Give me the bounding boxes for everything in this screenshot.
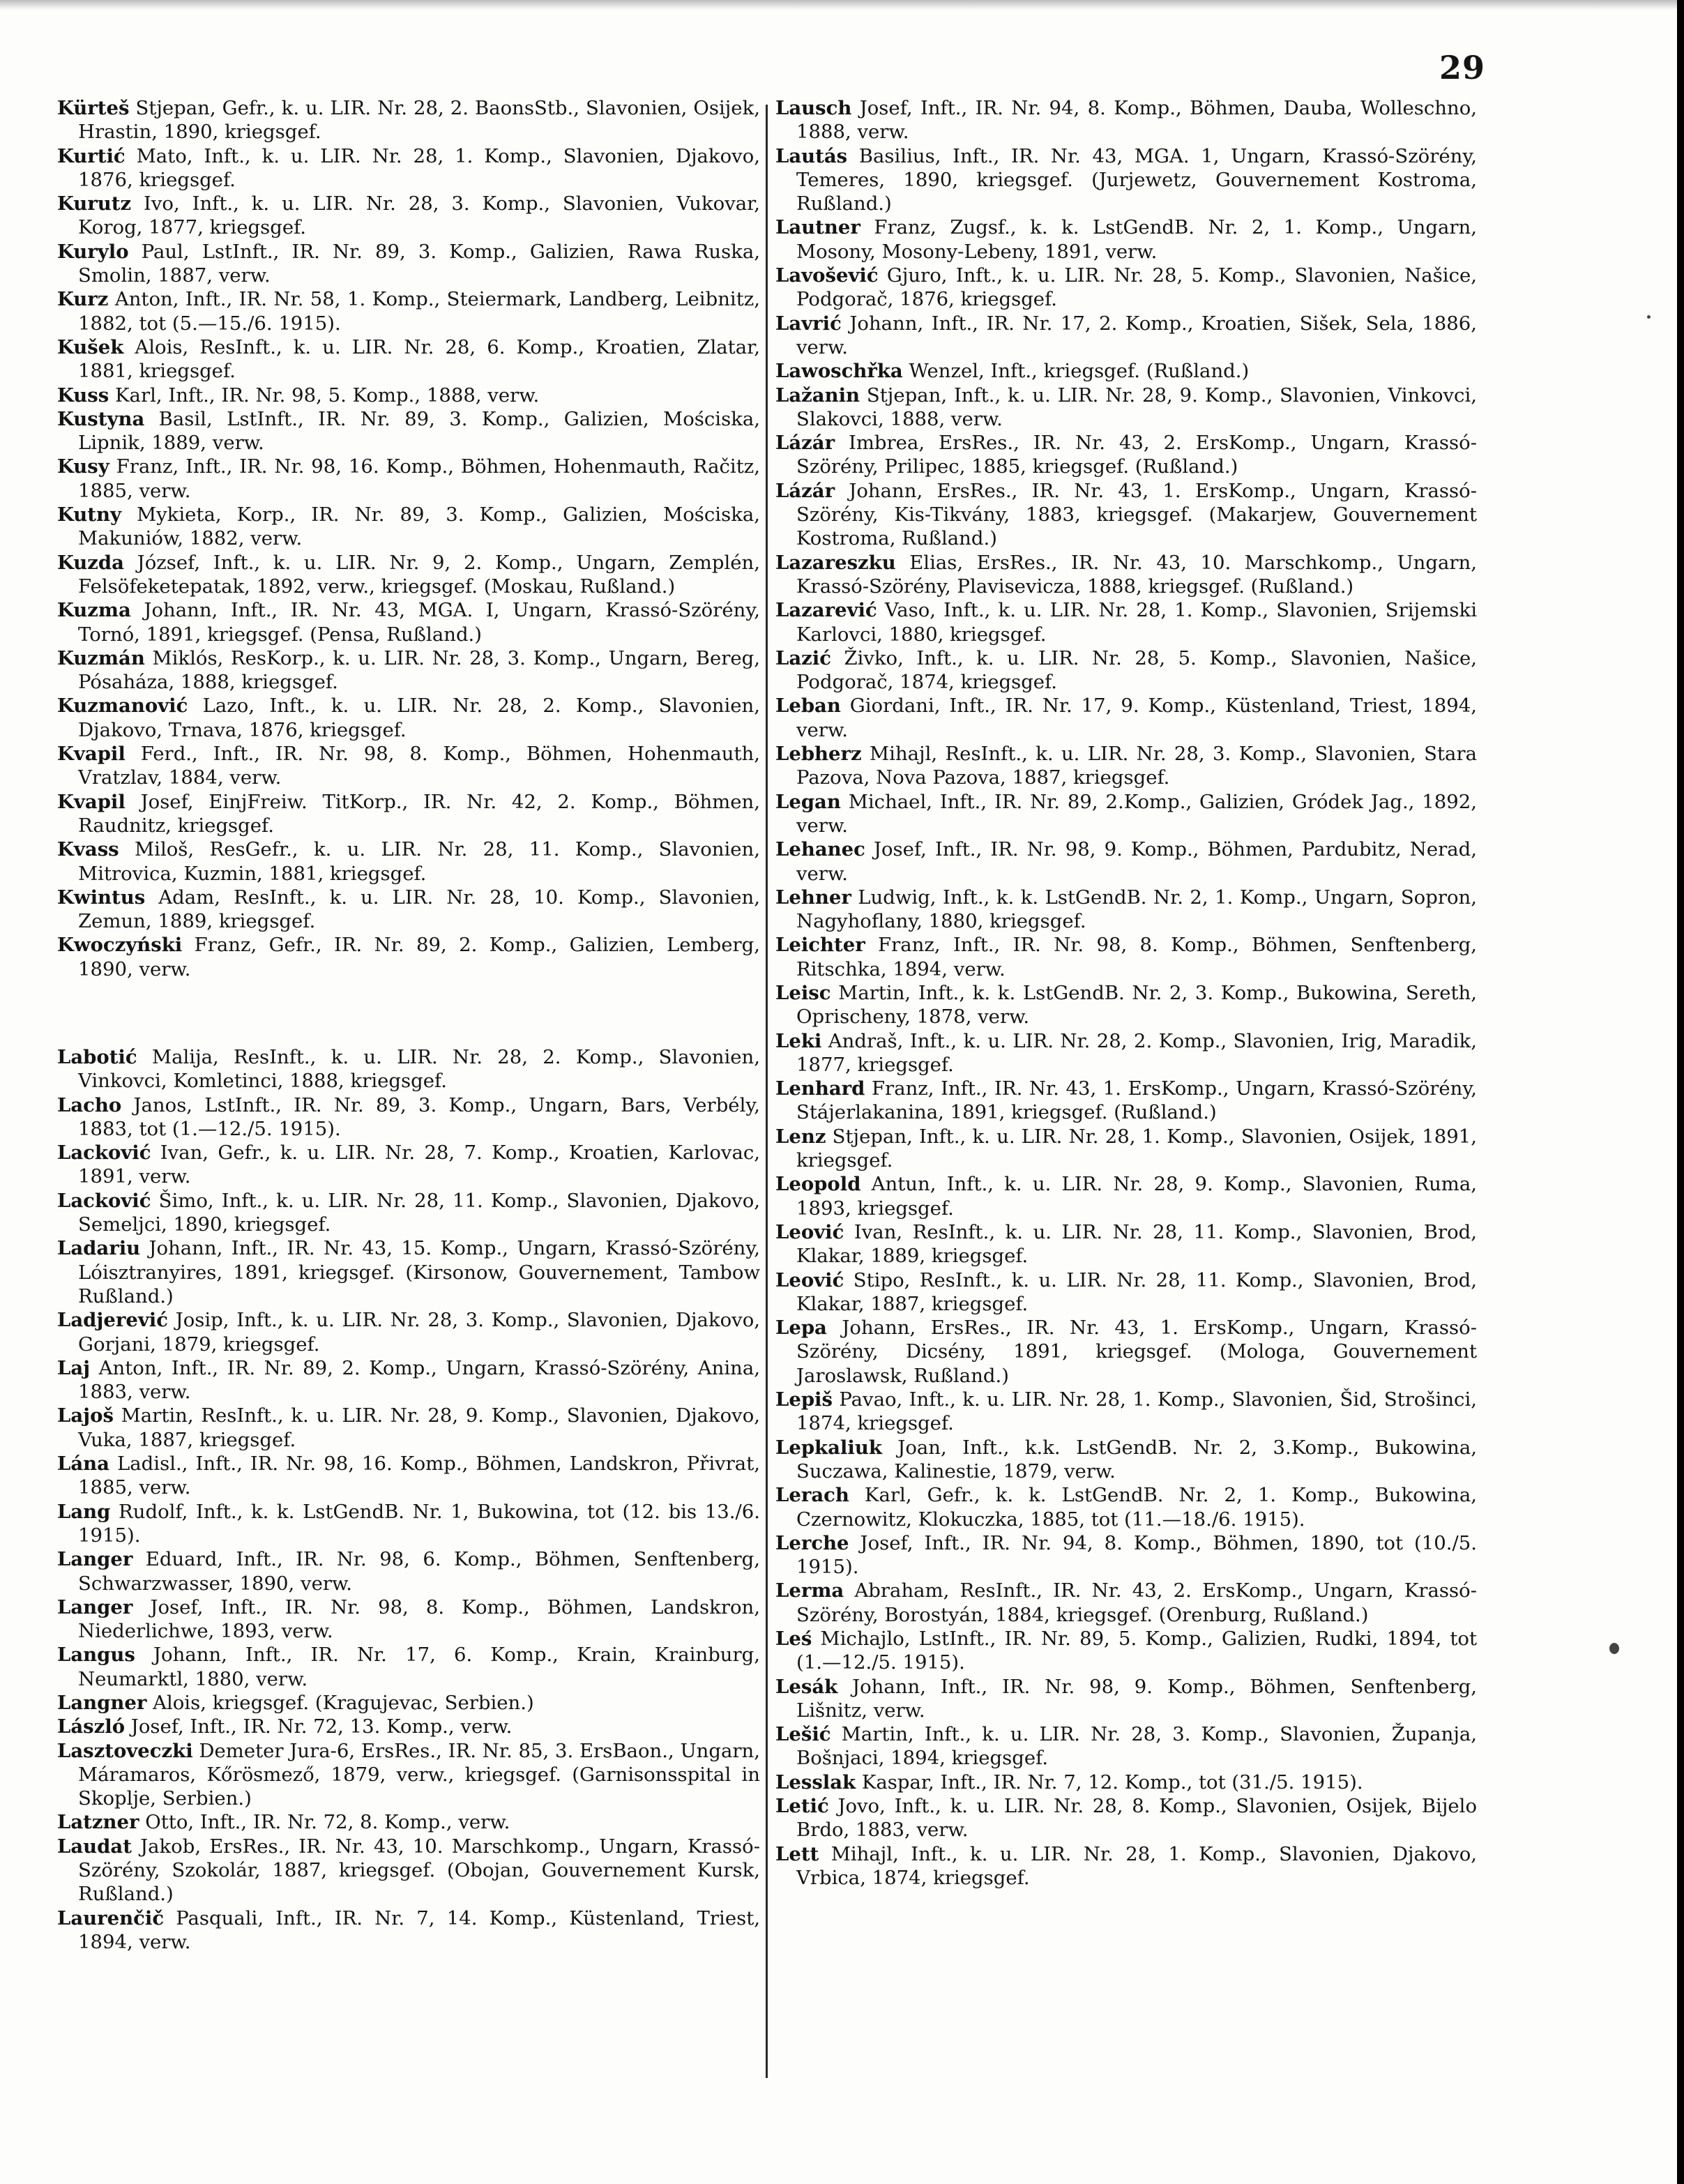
entry-surname: Kvass [57,838,119,861]
list-entry [57,1452,760,1500]
entry-surname: Lazarević [775,599,877,622]
entry-details: Johann, Inft., IR. Nr. 17, 6. Komp., Krain, Krainburg, Neumarktl, 1880, verw. [78,1644,760,1690]
list-entry [775,1483,1477,1531]
entry-details: Mykieta, Korp., IR. Nr. 89, 3. Komp., Galizien, Mościska, Makuniów, 1882, verw. [78,503,760,550]
list-entry [775,431,1477,479]
entry-surname: Langus [57,1644,135,1667]
list-entry [775,1794,1477,1842]
entry-details: Josef, Inft., IR. Nr. 72, 13. Komp., verw. [125,1715,513,1738]
list-entry [57,503,760,551]
entry-surname: Kutny [57,503,121,526]
entry-surname: Kuzmán [57,646,145,669]
list-entry [775,1770,1477,1794]
entry-surname: Kurylo [57,240,129,263]
entry-surname: Lepkaliuk [775,1436,882,1459]
list-entry [57,144,760,192]
entry-surname: Langner [57,1692,147,1714]
list-entry [775,551,1477,599]
list-entry [57,1739,760,1811]
entry-surname: Kurutz [57,192,132,215]
entry-surname: Lerche [775,1531,849,1554]
entry-details: Vaso, Inft., k. u. LIR. Nr. 28, 1. Komp., Slavonien, Srijemski Karlovci, 1880, kriegsgef. [796,599,1477,646]
list-entry [775,1316,1477,1388]
list-entry [57,1045,760,1093]
entry-surname: Laurenčič [57,1906,165,1929]
entry-details: Johann, ErsRes., IR. Nr. 43, 1. ErsKomp., Ungarn, Krassó-Szörény, Kis-Tikvány, 1883, kriegsgef. (Makarjew, Gouvernement Kostroma, Rußland.) [796,479,1477,550]
entry-details: Antun, Inft., k. u. LIR. Nr. 28, 9. Komp., Slavonien, Ruma, 1893, kriegsgef. [796,1173,1477,1220]
entry-surname: Kwintus [57,886,146,909]
entry-surname: Lang [57,1500,111,1523]
list-entry [57,1189,760,1237]
scan-top-shadow [0,0,1684,10]
list-entry [57,1500,760,1548]
entry-details: Martin, ResInft., k. u. LIR. Nr. 28, 9. Komp., Slavonien, Djakovo, Vuka, 1887, kriegsgef. [78,1404,760,1451]
list-entry [57,1906,760,1955]
entry-surname: Leović [775,1220,844,1243]
entry-details: Johann, Inft., IR. Nr. 43, 15. Komp., Ungarn, Krassó-Szörény, Lóisztranyires, 1891, kriegsgef. (Kirsonow, Gouvernement, Tambow Rußland.) [78,1237,760,1307]
list-entry [57,837,760,886]
entry-surname: Kusy [57,455,109,478]
entry-details: Martin, Inft., k. u. LIR. Nr. 28, 3. Komp., Slavonien, Županja, Bošnjaci, 1894, kriegsgef. [796,1723,1477,1770]
entry-details: Franz, Inft., IR. Nr. 43, 1. ErsKomp., Ungarn, Krassó-Szörény, Stájerlakanina, 1891, kriegsgef. (Rußland.) [796,1077,1477,1124]
right-column [775,96,1477,1890]
list-entry [775,646,1477,695]
entry-details: Stipo, ResInft., k. u. LIR. Nr. 28, 11. Komp., Slavonien, Brod, Klakar, 1887, kriegsgef. [796,1268,1477,1315]
entry-surname: Kušek [57,335,124,358]
entry-surname: Lautner [775,216,860,239]
entry-surname: Langer [57,1595,133,1618]
entry-details: Wenzel, Inft., kriegsgef. (Rußland.) [902,360,1250,383]
entry-surname: Lautás [775,144,848,167]
list-entry [57,598,760,646]
list-entry [775,1125,1477,1173]
list-entry [775,1675,1477,1723]
list-entry [57,1835,760,1906]
entry-details: Basilius, Inft., IR. Nr. 43, MGA. 1, Ungarn, Krassó-Szörény, Temeres, 1890, kriegsgef. (Jurjewetz, Gouvernement Kostroma, Rußland.) [796,144,1477,215]
entry-surname: Lepa [775,1317,827,1340]
entry-surname: Lázár [775,479,835,502]
entry-surname: Lett [775,1842,819,1865]
entry-details: Basil, LstInft., IR. Nr. 89, 3. Komp., Galizien, Mościska, Lipnik, 1889, verw. [78,407,760,455]
entry-details: Elias, ErsRes., IR. Nr. 43, 10. Marschkomp., Ungarn, Krassó-Szörény, Plavisevicza, 1888, kriegsgef. (Rußland.) [796,551,1477,598]
entry-details: Alois, kriegsgef. (Kragujevac, Serbien.) [146,1692,534,1714]
entry-details: Gjuro, Inft., k. u. LIR. Nr. 28, 5. Komp., Slavonien, Našice, Podgorač, 1876, kriegsgef. [796,264,1477,311]
entry-surname: Langer [57,1548,133,1571]
entry-details: Josef, Inft., IR. Nr. 94, 8. Komp., Böhmen, Dauba, Wolleschno, 1888, verw. [796,97,1477,144]
list-entry [775,886,1477,934]
entry-details: Franz, Zugsf., k. k. LstGendB. Nr. 2, 1. Komp., Ungarn, Mosony, Mosony-Lebeny, 1891, verw. [796,216,1477,263]
entry-details: Mihajl, ResInft., k. u. LIR. Nr. 28, 3. Komp., Slavonien, Stara Pazova, Nova Pazova, 1887, kriegsgef. [796,743,1477,789]
entry-details: Miklós, ResKorp., k. u. LIR. Nr. 28, 3. Komp., Ungarn, Bereg, Pósaháza, 1888, kriegsgef. [78,646,760,694]
entry-details: Miloš, ResGefr., k. u. LIR. Nr. 28, 11. Komp., Slavonien, Mitrovica, Kuzmin, 1881, kriegsgef. [78,838,760,885]
scan-right-edge [1677,0,1684,2184]
entry-surname: Kuss [57,384,109,407]
entry-surname: Kuzda [57,551,124,574]
scan-speck [1647,315,1651,319]
entry-surname: Leki [775,1029,822,1052]
left-column [57,96,760,1954]
list-entry [775,837,1477,886]
list-entry [775,1436,1477,1484]
list-entry [57,1810,760,1834]
list-entry [57,1715,760,1738]
entry-surname: Lesslak [775,1770,856,1794]
entry-surname: Labotić [57,1045,137,1068]
entry-surname: Lazareszku [775,551,896,574]
entry-details: Šimo, Inft., k. u. LIR. Nr. 28, 11. Komp., Slavonien, Djakovo, Semeljci, 1890, kriegsgef. [78,1189,760,1236]
list-entry [775,1268,1477,1317]
entry-surname: Kvapil [57,743,126,766]
list-entry [57,1356,760,1404]
entry-surname: Kuzmanović [57,695,188,718]
entry-details: Eduard, Inft., IR. Nr. 98, 6. Komp., Böhmen, Senftenberg, Schwarzwasser, 1890, verw. [78,1548,760,1595]
list-entry [775,742,1477,790]
entry-surname: Lázár [775,432,835,455]
entry-details: Josef, Inft., IR. Nr. 98, 8. Komp., Böhmen, Landskron, Niederlichwe, 1893, verw. [78,1595,760,1643]
entry-details: Ladisl., Inft., IR. Nr. 98, 16. Komp., Böhmen, Landskron, Přivrat, 1885, verw. [78,1453,760,1499]
entry-details: Kaspar, Inft., IR. Nr. 7, 12. Komp., tot (31./5. 1915). [856,1770,1363,1794]
entry-details: Joan, Inft., k.k. LstGendB. Nr. 2, 3.Komp., Bukowina, Suczawa, Kalinestie, 1879, verw. [796,1436,1477,1482]
list-entry [57,551,760,599]
entry-surname: Ladjerević [57,1309,168,1332]
list-entry [57,1141,760,1189]
list-entry [775,981,1477,1029]
entry-details: Franz, Inft., IR. Nr. 98, 16. Komp., Böhmen, Hohenmauth, Račitz, 1885, verw. [78,455,760,502]
entry-surname: Latzner [57,1811,139,1834]
entry-details: Stjepan, Inft., k. u. LIR. Nr. 28, 9. Komp., Slavonien, Vinkovci, Slakovci, 1888, verw. [796,384,1477,430]
list-entry [775,96,1477,144]
entry-details: Stjepan, Inft., k. u. LIR. Nr. 28, 1. Komp., Slavonien, Osijek, 1891, kriegsgef. [796,1125,1477,1172]
entry-surname: Lešić [775,1723,831,1746]
entry-details: Živko, Inft., k. u. LIR. Nr. 28, 5. Komp., Slavonien, Našice, Podgorač, 1874, kriegsgef. [796,646,1477,694]
entry-surname: Lausch [775,97,852,119]
list-entry [775,359,1477,383]
entry-details: Johann, ErsRes., IR. Nr. 43, 1. ErsKomp., Ungarn, Krassó-Szörény, Dicsény, 1891, kriegsgef. (Mologa, Gouvernement Jaroslawsk, Rußland.) [796,1317,1477,1387]
list-entry [775,144,1477,216]
list-entry [775,1077,1477,1125]
entry-details: Ivan, Gefr., k. u. LIR. Nr. 28, 7. Komp., Kroatien, Karlovac, 1891, verw. [78,1142,760,1188]
entry-surname: Lasztoveczki [57,1739,193,1762]
entry-details: Pavao, Inft., k. u. LIR. Nr. 28, 1. Komp., Slavonien, Šid, Strošinci, 1874, kriegsgef. [796,1388,1477,1435]
entry-details: Josip, Inft., k. u. LIR. Nr. 28, 3. Komp., Slavonien, Djakovo, Gorjani, 1879, kriegsgef. [78,1309,760,1356]
list-entry [775,1172,1477,1220]
entry-surname: Lerach [775,1484,849,1507]
list-entry [57,1691,760,1715]
entry-details: Andraš, Inft., k. u. LIR. Nr. 28, 2. Komp., Slavonien, Irig, Maradik, 1877, kriegsgef. [796,1029,1477,1076]
list-entry [775,1579,1477,1627]
entry-surname: Lerma [775,1579,844,1602]
entry-details: Ivan, ResInft., k. u. LIR. Nr. 28, 11. Komp., Slavonien, Brod, Klakar, 1889, kriegsgef. [796,1220,1477,1268]
entry-surname: Lajoš [57,1404,114,1427]
list-entry [57,790,760,838]
entry-details: Jakob, ErsRes., IR. Nr. 43, 10. Marschkomp., Ungarn, Krassó-Szörény, Szokolár, 1887, kriegsgef. (Obojan, Gouvernement Kursk, Rußland.) [78,1835,760,1906]
entry-surname: Leović [775,1268,844,1291]
list-entry [57,1308,760,1356]
list-entry [57,384,760,407]
entry-details: Franz, Gefr., IR. Nr. 89, 2. Komp., Galizien, Lemberg, 1890, verw. [78,934,760,980]
entry-surname: Lažanin [775,384,860,407]
list-entry [57,886,760,934]
entry-details: Lazo, Inft., k. u. LIR. Nr. 28, 2. Komp., Slavonien, Djakovo, Trnava, 1876, kriegsgef. [78,695,760,741]
list-entry [57,694,760,742]
entry-surname: Lenhard [775,1077,865,1100]
entry-details: Stjepan, Gefr., k. u. LIR. Nr. 28, 2. BaonsStb., Slavonien, Osijek, Hrastin, 1890, kriegsgef. [78,97,760,144]
list-entry [775,479,1477,551]
entry-details: Mato, Inft., k. u. LIR. Nr. 28, 1. Komp., Slavonien, Djakovo, 1876, kriegsgef. [78,144,760,191]
entry-surname: Lebherz [775,743,862,766]
list-entry [57,933,760,981]
entry-details: Otto, Inft., IR. Nr. 72, 8. Komp., verw. [139,1811,510,1834]
entry-details: Pasquali, Inft., IR. Nr. 7, 14. Komp., Küstenland, Triest, 1894, verw. [78,1906,760,1953]
entry-details: Ivo, Inft., k. u. LIR. Nr. 28, 3. Komp., Slavonien, Vukovar, Korog, 1877, kriegsgef. [78,192,760,239]
list-entry [57,455,760,503]
list-entry [57,96,760,144]
entry-surname: Laudat [57,1835,132,1858]
list-entry [57,287,760,335]
entry-details: Adam, ResInft., k. u. LIR. Nr. 28, 10. Komp., Slavonien, Zemun, 1889, kriegsgef. [78,886,760,933]
entry-surname: Lazić [775,646,831,669]
entry-surname: Leban [775,695,841,718]
entry-details: Josef, Inft., IR. Nr. 94, 8. Komp., Böhmen, 1890, tot (10./5. 1915). [796,1531,1477,1579]
list-entry [775,694,1477,742]
entry-surname: Kurz [57,288,109,311]
list-entry [775,1220,1477,1268]
entry-details: Johann, Inft., IR. Nr. 98, 9. Komp., Böhmen, Senftenberg, Lišnitz, verw. [796,1675,1477,1722]
entry-surname: Lacho [57,1093,122,1116]
entry-surname: Lehanec [775,838,865,861]
entry-surname: Kwoczyński [57,934,183,957]
scan-speck [1609,1643,1619,1654]
list-entry [57,742,760,790]
list-entry [775,598,1477,646]
entry-surname: Lavrić [775,312,842,335]
entry-details: Malija, ResInft., k. u. LIR. Nr. 28, 2. Komp., Slavonien, Vinkovci, Komletinci, 1888, kriegsgef. [78,1045,760,1093]
entry-surname: Ladariu [57,1237,141,1260]
entry-details: Alois, ResInft., k. u. LIR. Nr. 28, 6. Komp., Kroatien, Zlatar, 1881, kriegsgef. [78,335,760,383]
list-entry [775,790,1477,838]
entry-surname: Kurtić [57,144,126,167]
entry-details: Abraham, ResInft., IR. Nr. 43, 2. ErsKomp., Ungarn, Krassó-Szörény, Borostyán, 1884, kriegsgef. (Orenburg, Rußland.) [796,1579,1477,1626]
section-gap [57,981,760,1045]
entry-details: Karl, Inft., IR. Nr. 98, 5. Komp., 1888, verw. [109,384,540,407]
list-entry [57,335,760,384]
entry-surname: Leś [775,1628,812,1650]
entry-details: Ferd., Inft., IR. Nr. 98, 8. Komp., Böhmen, Hohenmauth, Vratzlav, 1884, verw. [78,743,760,789]
entry-details: Anton, Inft., IR. Nr. 89, 2. Komp., Ungarn, Krassó-Szörény, Anina, 1883, verw. [78,1356,760,1404]
entry-details: Ludwig, Inft., k. k. LstGendB. Nr. 2, 1. Komp., Ungarn, Sopron, Nagyhoflany, 1880, kriegsgef. [796,886,1477,933]
entry-surname: Lawoschřka [775,360,903,383]
entry-surname: Lehner [775,886,851,909]
list-entry [775,1388,1477,1436]
list-entry [57,407,760,455]
entry-details: Josef, Inft., IR. Nr. 98, 9. Komp., Böhmen, Pardubitz, Nerad, verw. [796,838,1477,885]
entry-details: József, Inft., k. u. LIR. Nr. 9, 2. Komp., Ungarn, Zemplén, Felsöfeketepatak, 1892, verw., kriegsgef. (Moskau, Rußland.) [78,551,760,598]
entry-details: Franz, Inft., IR. Nr. 98, 8. Komp., Böhmen, Senftenberg, Ritschka, 1894, verw. [796,934,1477,980]
entry-surname: Letić [775,1795,829,1818]
entry-details: Janos, LstInft., IR. Nr. 89, 3. Komp., Ungarn, Bars, Verbély, 1883, tot (1.—12./5. 1915). [78,1093,760,1140]
list-entry [775,1531,1477,1579]
entry-details: Demeter Jura-6, ErsRes., IR. Nr. 85, 3. ErsBaon., Ungarn, Máramaros, Kőrösmező, 1879, verw., kriegsgef. (Garnisonsspital in Skoplje, Serbien.) [78,1739,760,1810]
list-entry [57,1404,760,1452]
entry-details: Karl, Gefr., k. k. LstGendB. Nr. 2, 1. Komp., Bukowina, Czernowitz, Klokuczka, 1885, tot (11.—18./6. 1915). [796,1484,1477,1531]
entry-surname: Lenz [775,1125,826,1148]
entry-surname: Lána [57,1453,109,1476]
list-entry [57,1093,760,1142]
list-entry [775,1627,1477,1675]
page-number: 29 [1439,49,1485,86]
list-entry [57,1595,760,1644]
entry-details: Michael, Inft., IR. Nr. 89, 2.Komp., Galizien, Gródek Jag., 1892, verw. [796,790,1477,837]
list-entry [775,1029,1477,1077]
entry-details: Jovo, Inft., k. u. LIR. Nr. 28, 8. Komp., Slavonien, Osijek, Bijelo Brdo, 1883, verw. [796,1795,1477,1842]
entry-details: Johann, Inft., IR. Nr. 17, 2. Komp., Kroatien, Sišek, Sela, 1886, verw. [796,312,1477,358]
entry-surname: László [57,1715,126,1738]
list-entry [775,384,1477,432]
entry-details: Paul, LstInft., IR. Nr. 89, 3. Komp., Galizien, Rawa Ruska, Smolin, 1887, verw. [78,240,760,287]
entry-surname: Lavošević [775,264,879,287]
entry-details: Josef, EinjFreiw. TitKorp., IR. Nr. 42, 2. Komp., Böhmen, Raudnitz, kriegsgef. [78,790,760,837]
list-entry [775,312,1477,360]
list-entry [57,1236,760,1308]
list-entry [775,215,1477,264]
entry-surname: Laj [57,1356,91,1379]
entry-details: Martin, Inft., k. k. LstGendB. Nr. 2, 3. Komp., Bukowina, Sereth, Oprischeny, 1878, verw. [796,981,1477,1029]
list-entry [775,1722,1477,1770]
entry-details: Mihajl, Inft., k. u. LIR. Nr. 28, 1. Komp., Slavonien, Djakovo, Vrbica, 1874, kriegsgef. [796,1842,1477,1889]
entry-details: Rudolf, Inft., k. k. LstGendB. Nr. 1, Bukowina, tot (12. bis 13./6. 1915). [78,1500,760,1547]
entry-details: Michajlo, LstInft., IR. Nr. 89, 5. Komp., Galizien, Rudki, 1894, tot (1.—12./5. 1915). [796,1628,1477,1674]
entry-surname: Lepiš [775,1388,833,1411]
list-entry [775,264,1477,312]
entry-surname: Kürteš [57,97,130,119]
entry-details: Giordani, Inft., IR. Nr. 17, 9. Komp., Küstenland, Triest, 1894, verw. [796,695,1477,741]
list-entry [57,1643,760,1691]
entry-surname: Legan [775,790,841,813]
entry-details: Anton, Inft., IR. Nr. 58, 1. Komp., Steiermark, Landberg, Leibnitz, 1882, tot (5.—15./6. 1915). [78,288,760,335]
list-entry [775,1842,1477,1890]
entry-surname: Lesák [775,1675,838,1698]
entry-surname: Kvapil [57,790,126,813]
list-entry [57,646,760,695]
entry-surname: Kuzma [57,599,131,622]
list-entry [57,192,760,240]
entry-details: Johann, Inft., IR. Nr. 43, MGA. I, Ungarn, Krassó-Szörény, Tornó, 1891, kriegsgef. (Pensa, Rußland.) [78,599,760,646]
entry-details: Imbrea, ErsRes., IR. Nr. 43, 2. ErsKomp., Ungarn, Krassó-Szörény, Prilipec, 1885, kriegsgef. (Rußland.) [796,432,1477,478]
column-divider [766,105,768,2078]
entry-surname: Lacković [57,1142,151,1165]
entry-surname: Leisc [775,981,831,1004]
list-entry [775,933,1477,981]
entry-surname: Lacković [57,1189,151,1212]
entry-surname: Kustyna [57,407,145,430]
list-entry [57,1547,760,1595]
entry-surname: Leichter [775,934,865,957]
entry-surname: Leopold [775,1173,861,1196]
list-entry [57,240,760,288]
